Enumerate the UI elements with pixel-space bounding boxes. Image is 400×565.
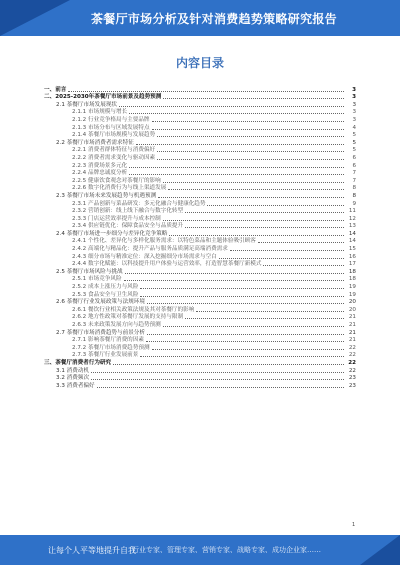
toc-entry[interactable] [44,306,356,314]
toc-leader-dots [196,311,344,312]
toc-entry-label: 2.2 茶餐厅市场消费者需求特征 [56,139,134,146]
toc-leader-dots [147,334,344,335]
toc-entry-label: 2.5.3 食品安全与卫生风险 [72,291,139,298]
toc-entry-label: 3.1 消费动机 [56,367,90,374]
toc-entry-label: 2.4.4 数字化赋能：以科技提升用户体验与运营效率，打造智慧茶餐厅新模式 [72,261,262,268]
toc-entry-label: 3.3 消费者偏好 [56,382,95,389]
toc-entry[interactable] [44,382,356,390]
toc-entry[interactable] [44,337,356,345]
toc-entry-page: 6 [352,154,356,161]
toc-entry-page: 7 [352,170,356,177]
toc-entry[interactable] [44,291,356,299]
toc-leader-dots [185,227,344,228]
toc-entry[interactable] [44,253,356,261]
footer-accent-shape [360,535,400,565]
toc-leader-dots [119,106,344,107]
toc-leader-dots [140,296,344,297]
toc-leader-dots [263,265,344,266]
toc-entry[interactable] [44,329,356,337]
toc-entry-page: 8 [352,185,356,192]
table-of-contents [44,86,356,390]
toc-leader-dots [97,387,344,388]
footer-slogan: 让每个人平等地提升自我 [48,546,136,555]
toc-entry-label: 2.3 茶餐厅市场未来发展趋势与机遇预测 [56,192,157,199]
toc-entry-label: 2.3.4 供应链优化：保障食品安全与品质提升 [72,223,184,230]
toc-entry[interactable] [44,200,356,208]
toc-entry[interactable] [44,238,356,246]
toc-entry-page: 3 [352,109,356,116]
toc-entry[interactable] [44,283,356,291]
toc-leader-dots [125,273,344,274]
toc-entry-label: 2.1 茶餐厅市场发展现状 [56,101,118,108]
toc-entry-page: 7 [352,177,356,184]
toc-entry-label: 2.6.1 餐饮行业相关政策法规及其对茶餐厅的影响 [72,306,195,313]
toc-entry[interactable] [44,230,356,238]
toc-entry[interactable] [44,170,356,178]
toc-entry-label: 2.3.2 营销创新：线上线下融合与数字化转型 [72,208,184,215]
toc-entry-page: 19 [348,291,356,298]
toc-entry-label: 2.6.3 未来政策发展方向与趋势预测 [72,322,161,328]
toc-entry-page: 3 [352,86,356,93]
toc-entry[interactable] [44,192,356,200]
footer-experts-line: 行业专家、管理专家、营销专家、战略专家、成功企业家…… [132,546,321,554]
toc-entry[interactable] [44,276,356,284]
toc-entry-label: 2.2.4 品牌忠诚度分析 [72,170,128,177]
toc-entry-page: 5 [352,147,356,154]
toc-entry-page: 22 [348,352,356,359]
toc-leader-dots [158,197,344,198]
document-title: 茶餐厅市场分析及针对消费趋势策略研究报告 [90,12,337,26]
toc-entry-label: 2.5 茶餐厅市场风险与挑战 [56,268,123,275]
toc-leader-dots [136,144,344,145]
toc-entry-page: 14 [348,238,356,245]
toc-entry[interactable] [44,299,356,307]
toc-entry-page: 11 [348,208,356,215]
toc-entry[interactable] [44,223,356,231]
toc-entry-page: 16 [348,253,356,260]
toc-entry[interactable] [44,94,356,102]
toc-leader-dots [157,136,344,137]
toc-leader-dots [129,167,344,168]
toc-entry-page: 5 [352,139,356,146]
toc-entry-label: 2.2.5 健康饮食观念对茶餐厅的影响 [72,177,161,184]
toc-entry-page: 12 [348,215,356,222]
toc-entry-page: 4 [352,124,356,131]
toc-entry-page: 14 [348,230,356,237]
toc-leader-dots [219,258,344,259]
toc-entry[interactable] [44,132,356,140]
toc-entry-label: 2.4 茶餐厅市场进一步细分与差异化竞争策略 [56,230,168,237]
toc-leader-dots [140,288,344,289]
toc-leader-dots [168,189,344,190]
toc-leader-dots [157,151,344,152]
toc-entry-page: 18 [348,268,356,275]
toc-entry-label: 2.7.3 茶餐厅行业发展前景 [72,352,139,359]
toc-entry[interactable] [44,314,356,322]
toc-entry[interactable] [44,154,356,162]
toc-entry-page: 9 [352,200,356,207]
document-header [0,0,400,36]
toc-entry[interactable] [44,147,356,155]
toc-leader-dots [230,250,344,251]
toc-entry[interactable] [44,367,356,375]
toc-entry-label: 2.2.1 消费者群体特征与消费偏好 [72,147,156,154]
page-number: 1 [352,522,356,528]
toc-entry-page: 23 [348,375,356,382]
toc-entry-page: 22 [348,344,356,351]
toc-entry-page: 15 [348,246,356,253]
toc-entry[interactable] [44,344,356,352]
toc-entry[interactable] [44,139,356,147]
toc-leader-dots [157,159,344,160]
toc-entry-page: 3 [352,116,356,123]
toc-entry-page: 3 [352,94,356,101]
toc-entry-label: 二、2025-2030年茶餐厅市场前景及趋势预测 [44,94,162,101]
toc-leader-dots [185,318,344,319]
toc-leader-dots [152,121,344,122]
toc-leader-dots [129,113,344,114]
toc-entry[interactable] [44,215,356,223]
toc-leader-dots [152,349,344,350]
toc-entry-page: 13 [348,223,356,230]
toc-entry-page: 22 [348,359,356,366]
toc-entry-label: 2.4.3 细分市场与精准定位：深入挖掘细分市场需求与空白 [72,253,217,260]
toc-entry-page: 18 [348,276,356,283]
toc-entry-label: 2.7.1 影响茶餐厅消费的因素 [72,337,144,344]
toc-entry-label: 一、前言 [44,86,67,93]
toc-entry-page: 23 [348,382,356,389]
toc-entry[interactable] [44,101,356,109]
toc-entry-label: 2.3.1 产品创新与菜品研发：多元化融合与健康化趋势 [72,200,206,207]
toc-entry[interactable] [44,177,356,185]
toc-leader-dots [68,91,344,92]
toc-entry[interactable] [44,86,356,94]
toc-entry-page: 5 [352,132,356,139]
toc-entry-page: 21 [348,322,356,328]
toc-entry[interactable] [44,116,356,124]
toc-entry[interactable] [44,359,356,367]
toc-leader-dots [129,174,344,175]
toc-entry[interactable] [44,261,356,269]
toc-entry-page: 20 [348,299,356,306]
toc-leader-dots [124,280,344,281]
toc-entry-label: 2.3.3 门店运营效率提升与成本控制 [72,215,161,222]
toc-leader-dots [207,205,344,206]
toc-leader-dots [163,182,344,183]
toc-entry-page: 20 [348,306,356,313]
toc-entry-label: 三、茶餐厅消费者行为研究 [44,359,112,366]
toc-leader-dots [169,235,344,236]
toc-leader-dots [146,341,344,342]
toc-entry-page: 17 [348,261,356,268]
toc-entry-label: 2.5.1 市场竞争风险 [72,276,122,283]
toc-entry[interactable] [44,245,356,253]
toc-entry-label: 3.2 消费频次 [56,375,90,382]
toc-entry[interactable] [44,208,356,216]
toc-entry-label: 2.1.3 市场分布与区域发展特点 [72,124,150,131]
toc-entry-label: 2.5.2 成本上涨压力与风险 [72,284,139,291]
toc-leader-dots [185,212,344,213]
toc-entry-label: 2.2.2 消费者需求变化与驱动因素 [72,154,156,161]
toc-entry-page: 8 [352,192,356,199]
toc-entry-page: 21 [348,314,356,321]
toc-entry[interactable] [44,268,356,276]
toc-entry-label: 2.1.2 行业竞争格局与主要品牌 [72,116,150,123]
toc-entry-page: 22 [348,367,356,374]
toc-entry[interactable] [44,162,356,170]
document-footer [0,535,400,565]
toc-leader-dots [152,129,344,130]
toc-entry[interactable] [44,321,356,329]
toc-entry-label: 2.4.2 高端化与精品化：提升产品与服务品质满足高端消费需求 [72,246,228,253]
toc-entry-label: 2.2.6 数字化消费行为与线上渠道发展 [72,185,167,192]
toc-entry[interactable] [44,185,356,193]
toc-entry-label: 2.2.3 消费场景多元化 [72,162,128,169]
toc-entry[interactable] [44,124,356,132]
toc-leader-dots [147,303,344,304]
toc-entry-label: 2.1.4 茶餐厅市场规模与发展趋势 [72,132,156,139]
toc-entry-label: 2.6.2 地方性政策对茶餐厅发展的支持与限制 [72,314,184,321]
toc-entry[interactable] [44,375,356,383]
toc-entry-page: 21 [348,337,356,344]
toc-entry-label: 2.6 茶餐厅行业发展政策与法规环境 [56,299,145,306]
toc-entry-label: 2.7.2 茶餐厅市场消费趋势预测 [72,344,150,351]
toc-entry-page: 6 [352,162,356,169]
toc-entry-label: 2.1.1 市场规模与增长 [72,109,128,116]
toc-entry-page: 19 [348,284,356,291]
toc-entry-page: 3 [352,101,356,108]
toc-leader-dots [91,372,344,373]
toc-leader-dots [91,379,344,380]
toc-heading: 内容目录 [175,56,224,70]
toc-entry[interactable] [44,109,356,117]
toc-leader-dots [163,326,344,327]
toc-entry-page: 21 [348,329,356,336]
toc-entry[interactable] [44,352,356,360]
toc-leader-dots [163,98,344,99]
toc-entry-label: 2.4.1 个性化、差异化与多样化服务需求：以特色菜品和主题体验吸引顾客 [72,238,256,245]
toc-leader-dots [258,242,344,243]
toc-leader-dots [163,220,344,221]
toc-entry-label: 2.7 茶餐厅市场消费趋势与前景分析 [56,329,145,336]
toc-leader-dots [140,356,344,357]
toc-leader-dots [113,364,344,365]
